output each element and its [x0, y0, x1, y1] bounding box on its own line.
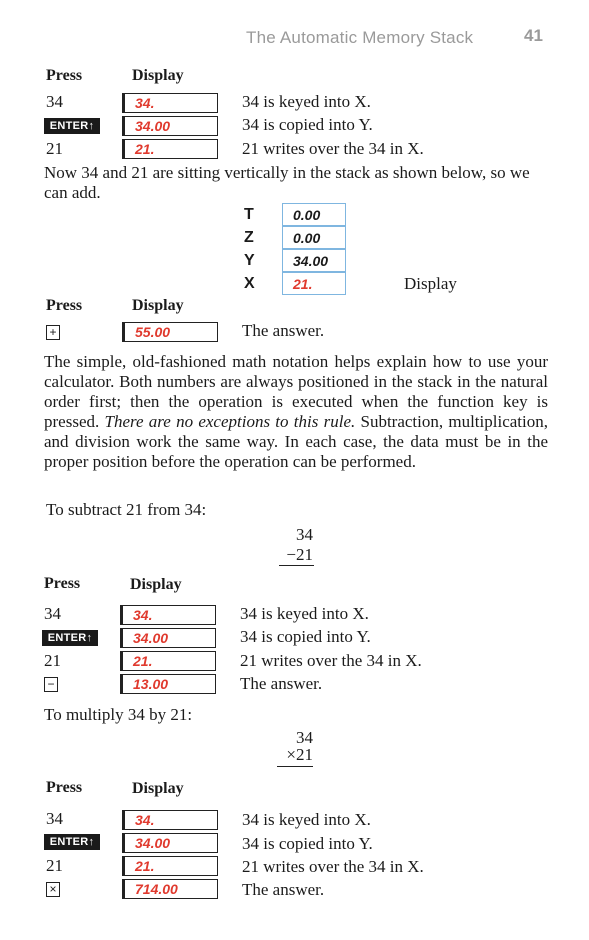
key-34: 34	[46, 809, 63, 828]
arith-top: 34	[296, 525, 313, 544]
key-21: 21	[46, 856, 63, 875]
arith-bottom: ×21	[286, 745, 313, 764]
key-21: 21	[44, 651, 61, 670]
display-readout: 21.	[122, 139, 218, 159]
stack-register-label: X	[244, 275, 255, 292]
press-column-header: Press	[44, 575, 81, 592]
enter-key: ENTER↑	[44, 118, 100, 134]
display-readout: 34.	[122, 93, 218, 113]
display-readout: 34.	[120, 605, 216, 625]
press-column-header: Press	[46, 297, 83, 314]
key-34: 34	[44, 604, 61, 623]
stack-register-value: 34.00	[282, 249, 346, 272]
multiply-intro: To multiply 34 by 21:	[44, 705, 193, 724]
arith-top: 34	[296, 728, 313, 747]
paragraph-text: Subtraction, multiplication, and division work the same way. In each case, the data must be in the proper position before the operation can be performed.	[44, 412, 548, 471]
paragraph: Now 34 and 21 are sitting vertically in the stack as shown below, so we can add.	[44, 163, 530, 202]
stack-register-value: 0.00	[282, 203, 346, 226]
display-readout: 21.	[122, 856, 218, 876]
paragraph-emphasis: There are no exceptions to this rule.	[104, 412, 356, 431]
key-21: 21	[46, 139, 63, 158]
multiply-key: ×	[46, 882, 60, 897]
display-column-header: Display	[132, 67, 184, 84]
step-description: 34 is keyed into X.	[242, 810, 371, 829]
display-readout: 34.00	[120, 628, 216, 648]
plus-key: +	[46, 325, 60, 340]
press-column-header: Press	[46, 779, 83, 796]
step-description: 21 writes over the 34 in X.	[242, 857, 424, 876]
display-readout: 714.00	[122, 879, 218, 899]
key-34: 34	[46, 92, 63, 111]
display-readout: 21.	[120, 651, 216, 671]
minus-key: −	[44, 677, 58, 692]
press-column-header: Press	[46, 67, 83, 84]
stack-register-label: Z	[244, 229, 254, 246]
display-readout: 34.00	[122, 833, 218, 853]
step-description: 21 writes over the 34 in X.	[242, 139, 424, 158]
paragraph-text: The simple, old-fashioned math notation helps explain how to use your calculator. Both numbers are always positioned in the stack in the natural order first; then the operation is executed when the function key is pressed.	[44, 352, 548, 431]
display-readout: 55.00	[122, 322, 218, 342]
display-column-header: Display	[132, 780, 184, 797]
enter-key: ENTER↑	[44, 834, 100, 850]
step-description: The answer.	[242, 880, 325, 899]
stack-register-label: T	[244, 206, 254, 223]
subtract-intro: To subtract 21 from 34:	[46, 500, 207, 519]
running-header: The Automatic Memory Stack	[246, 28, 474, 47]
stack-register-value: 21.	[282, 272, 346, 295]
display-readout: 34.00	[122, 116, 218, 136]
arith-rule	[279, 565, 314, 566]
stack-register-label: Y	[244, 252, 255, 269]
display-column-header: Display	[130, 576, 182, 593]
step-description: The answer.	[240, 674, 323, 693]
display-column-header: Display	[132, 297, 184, 314]
arith-bottom: −21	[286, 545, 313, 564]
arith-rule	[277, 766, 313, 767]
page-number: 41	[524, 26, 543, 45]
step-description: 34 is keyed into X.	[242, 92, 371, 111]
step-description: 34 is copied into Y.	[242, 834, 373, 853]
step-description: The answer.	[242, 321, 325, 340]
stack-display-label: Display	[404, 274, 457, 293]
enter-key: ENTER↑	[42, 630, 98, 646]
display-readout: 13.00	[120, 674, 216, 694]
step-description: 21 writes over the 34 in X.	[240, 651, 422, 670]
stack-register-value: 0.00	[282, 226, 346, 249]
display-readout: 34.	[122, 810, 218, 830]
step-description: 34 is keyed into X.	[240, 604, 369, 623]
paragraph	[44, 352, 548, 472]
step-description: 34 is copied into Y.	[242, 115, 373, 134]
step-description: 34 is copied into Y.	[240, 627, 371, 646]
